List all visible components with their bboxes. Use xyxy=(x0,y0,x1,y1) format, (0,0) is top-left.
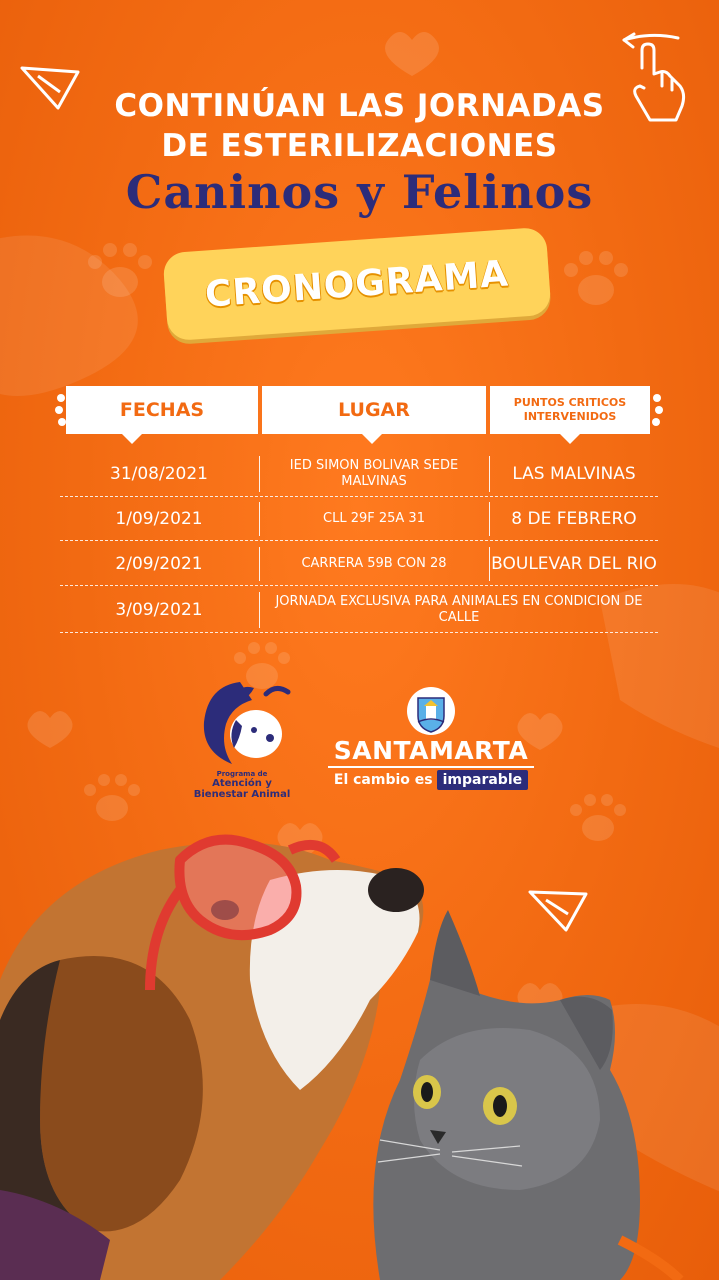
table-row xyxy=(60,543,658,586)
city-seal-logo xyxy=(404,686,458,736)
row-lugar: IED SIMON BOLIVAR SEDE MALVINAS xyxy=(289,458,459,489)
row-lugar: JORNADA EXCLUSIVA PARA ANIMALES EN CONDICION DE CALLE xyxy=(275,594,643,625)
row-fecha: 31/08/2021 xyxy=(110,464,208,484)
table-row xyxy=(60,452,658,497)
table-header xyxy=(60,386,658,436)
santamarta-logo xyxy=(322,686,540,796)
header-fechas: FECHAS xyxy=(66,386,258,434)
headline-line-1: CONTINÚAN LAS JORNADAS xyxy=(114,88,605,124)
slogan-prefix: El cambio es xyxy=(333,772,433,788)
pet-program-logo xyxy=(180,676,304,806)
paw-icon xyxy=(650,392,664,428)
city-name: SANTAMARTA xyxy=(333,736,529,765)
table-row xyxy=(60,498,658,541)
row-lugar: CLL 29F 25A 31 xyxy=(323,511,425,526)
row-punto: BOULEVAR DEL RIO xyxy=(491,554,657,574)
header-puntos: PUNTOS CRITICOS INTERVENIDOS xyxy=(490,386,650,434)
table-row xyxy=(60,588,658,633)
program-small-label: Programa de xyxy=(216,770,268,778)
row-fecha: 3/09/2021 xyxy=(115,600,203,620)
row-lugar: CARRERA 59B CON 28 xyxy=(301,556,447,571)
cronograma-badge xyxy=(165,240,549,328)
row-punto: LAS MALVINAS xyxy=(512,464,636,484)
row-punto: 8 DE FEBRERO xyxy=(511,509,637,529)
cronograma-label: CRONOGRAMA xyxy=(203,252,511,316)
city-slogan xyxy=(326,770,536,790)
header-lugar: LUGAR xyxy=(262,386,486,434)
dog-and-cat-illustration xyxy=(0,820,719,1280)
headline-line-2: DE ESTERILIZACIONES xyxy=(161,128,558,164)
program-line-1: Atención y xyxy=(212,778,272,789)
row-fecha: 2/09/2021 xyxy=(115,554,203,574)
subtitle: Caninos y Felinos xyxy=(125,165,594,219)
slogan-box: imparable xyxy=(437,770,529,790)
program-line-2: Bienestar Animal xyxy=(193,789,291,800)
row-fecha: 1/09/2021 xyxy=(115,509,203,529)
